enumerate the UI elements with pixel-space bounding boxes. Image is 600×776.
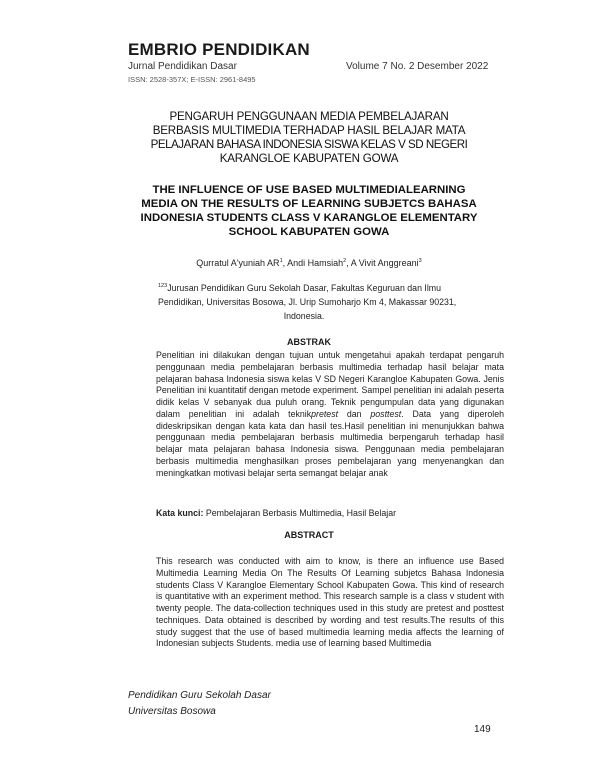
author-sep: , <box>346 258 351 268</box>
abstrak-part: dan <box>338 408 371 419</box>
abstract-heading: ABSTRACT <box>284 530 334 540</box>
keywords <box>156 508 504 518</box>
authors <box>128 258 490 268</box>
journal-name: EMBRIO PENDIDIKAN <box>128 40 310 59</box>
author-1: Qurratul A'yuniah AR <box>196 258 280 268</box>
abstrak-part: Penelitian ini dilakukan dengan tujuan untuk mengetahui apakah terdapat pengaruh penggunaan media pembelajaran berbasis multimedia terhadap hasil belajar mata pelajaran bahasa Indonesia siswa kelas V SD Negeri Karangloe Kabupaten Gowa. Jenis Penelitian ini kuantitatif dengan metode experiment. Sampel penelitian ini adalah peserta didik kelas V sebanyak dua puluh orang. Teknik pengumpulan data yang digunakan dalam penelitian ini adalah teknik <box>156 350 504 419</box>
affiliation-line: Jurusan Pendidikan Guru Sekolah Dasar, Fakultas Keguruan dan Ilmu <box>167 282 442 293</box>
journal-volume: Volume 7 No. 2 Desember 2022 <box>346 61 489 72</box>
title-id-line: KARANGLOE KABUPATEN GOWA <box>219 152 399 165</box>
abstrak-posttest: posttest <box>370 408 402 419</box>
affiliation-line: Indonesia. <box>283 310 325 321</box>
footer-university: Universitas Bosowa <box>128 706 216 717</box>
title-en-line: INDONESIA STUDENTS CLASS V KARANGLOE ELEMENTARY <box>140 212 478 224</box>
issn: ISSN: 2528-357X; E-ISSN: 2961-8495 <box>128 75 256 84</box>
journal-subtitle: Jurnal Pendidikan Dasar <box>128 61 237 72</box>
author-3: A Vivit Anggreani <box>350 258 419 268</box>
author-3-sup: 3 <box>418 258 422 264</box>
affiliation <box>158 279 480 323</box>
title-english <box>128 183 490 239</box>
title-en-line: THE INFLUENCE OF USE BASED MULTIMEDIALEARNING <box>152 184 466 196</box>
title-id-line: PENGARUH PENGGUNAAN MEDIA PEMBELAJARAN <box>169 110 449 123</box>
keywords-text: Pembelajaran Berbasis Multimedia, Hasil Belajar <box>203 508 397 518</box>
author-2: Andi Hamsiah <box>287 258 344 268</box>
affiliation-line: Pendidikan, Universitas Bosowa, Jl. Urip Sumoharjo Km 4, Makassar 90231, <box>158 296 457 307</box>
author-sep: , <box>282 258 288 268</box>
title-en-line: MEDIA ON THE RESULTS OF LEARNING SUBJETCS BAHASA <box>141 198 477 210</box>
title-id-line: BERBASIS MULTIMEDIA TERHADAP HASIL BELAJAR MATA <box>152 124 466 137</box>
title-id-line: PELAJARAN BAHASA INDONESIA SISWA KELAS V SD NEGERI <box>150 138 468 151</box>
keywords-label: Kata kunci: <box>156 508 204 518</box>
abstrak-pretest: pretest <box>311 408 339 419</box>
page-number: 149 <box>474 724 491 735</box>
author-2-sup: 2 <box>343 258 347 264</box>
abstract-text: This research was conducted with aim to know, is there an influence use Based Multimedia Learning Media On The Results Of Learning subjetcs Bahasa Indonesia students Class V Karangloe Elementary School Kabupaten Gowa. This kind of research is quantitative with an experiment method. This research sample is a class v student with twenty people. The data-collection techniques used in this study are pretest and posttest techniques. Data obtained is described by wording and test results.The results of this study suggest that the use of based multimedia learning media affects the learning of Indonesian subjects Students. media use of learning based Multimedia <box>156 556 504 649</box>
author-1-sup: 1 <box>279 258 283 264</box>
abstrak-text <box>156 350 504 479</box>
title-indonesian <box>128 110 490 166</box>
title-en-line: SCHOOL KABUPATEN GOWA <box>228 226 390 238</box>
footer-department: Pendidikan Guru Sekolah Dasar <box>128 690 271 701</box>
abstrak-part: . Data yang diperoleh dideskripsikan dengan kata kata dan hasil tes.Hasil penelitian ini menunjukkan bahwa penggunaan media pembelajaran berbasis multimedia berpengaruh terhadap hasil belajar mata pelajaran bahasa Indonesia siswa. Penggunaan media pembelajaran berbasis multimedia menghasilkan proses pembelajaran yang menyenangkan dan meningkatkan motivasi belajar serta semangat belajar anak <box>156 408 504 478</box>
abstrak-heading: ABSTRAK <box>287 337 331 347</box>
affiliation-sup: 123 <box>158 283 168 289</box>
